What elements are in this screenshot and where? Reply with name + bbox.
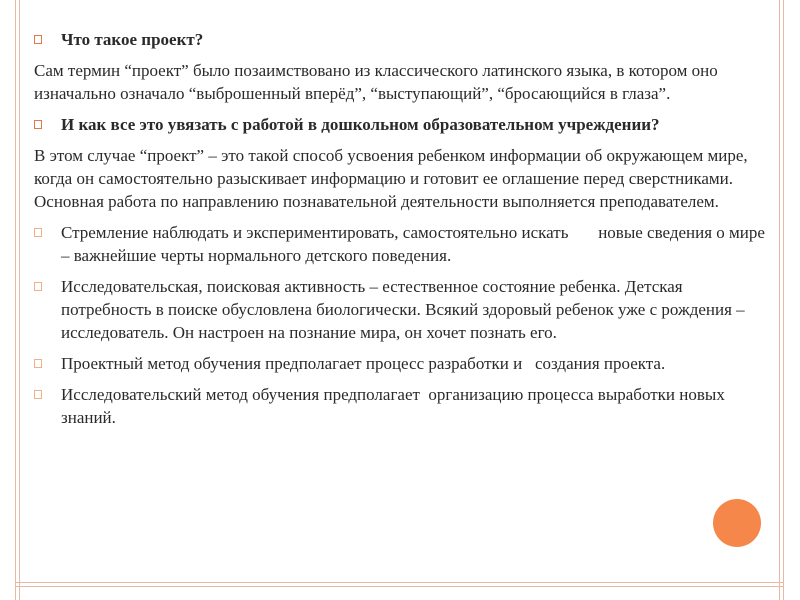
square-bullet-icon [34,35,42,44]
frame-line-right-outer [783,0,784,600]
list-item-research-method: Исследовательский метод обучения предполагает организацию процесса выработки новых знаний. [34,383,772,429]
frame-line-left-inner [19,0,20,600]
frame-line-right-inner [779,0,780,600]
heading-preschool-link: И как все это увязать с работой в дошкольном образовательном учреждении? [34,113,772,136]
square-bullet-icon [34,120,42,129]
frame-line-bottom-inner [15,582,784,583]
decorative-orange-circle [713,499,761,547]
list-item-research-activity: Исследовательская, поисковая активность – естественное состояние ребенка. Детская потребность в поиске обусловлена биологически. Всякий здоровый ребенок уже с рождения – исследователь. Он настроен на познание мира, он хочет познать его. [34,275,772,344]
square-bullet-icon [34,282,42,291]
square-bullet-icon [34,228,42,237]
list-item-observation: Стремление наблюдать и экспериментировать, самостоятельно искать новые сведения о мире – важнейшие черты нормального детского поведения. [34,221,772,267]
frame-line-left-outer [15,0,16,600]
heading-what-is-project: Что такое проект? [34,28,772,51]
frame-line-bottom-outer [15,586,784,587]
paragraph-term-origin: Сам термин “проект” было позаимствовано из классического латинского языка, в котором оно изначально означало “выброшенный вперёд”, “выступающий”, “бросающийся в глаза”. [34,61,718,103]
list-item-project-method: Проектный метод обучения предполагает процесс разработки и создания проекта. [34,352,772,375]
slide-content [34,14,772,429]
square-bullet-icon [34,390,42,399]
square-bullet-icon [34,359,42,368]
paragraph-project-definition: В этом случае “проект” – это такой способ усвоения ребенком информации об окружающем мире, когда он самостоятельно разыскивает информацию и готовит ее оглашение перед сверстниками. Основная работа по направлению познавательной деятельности выполняется преподавателем. [34,146,748,211]
